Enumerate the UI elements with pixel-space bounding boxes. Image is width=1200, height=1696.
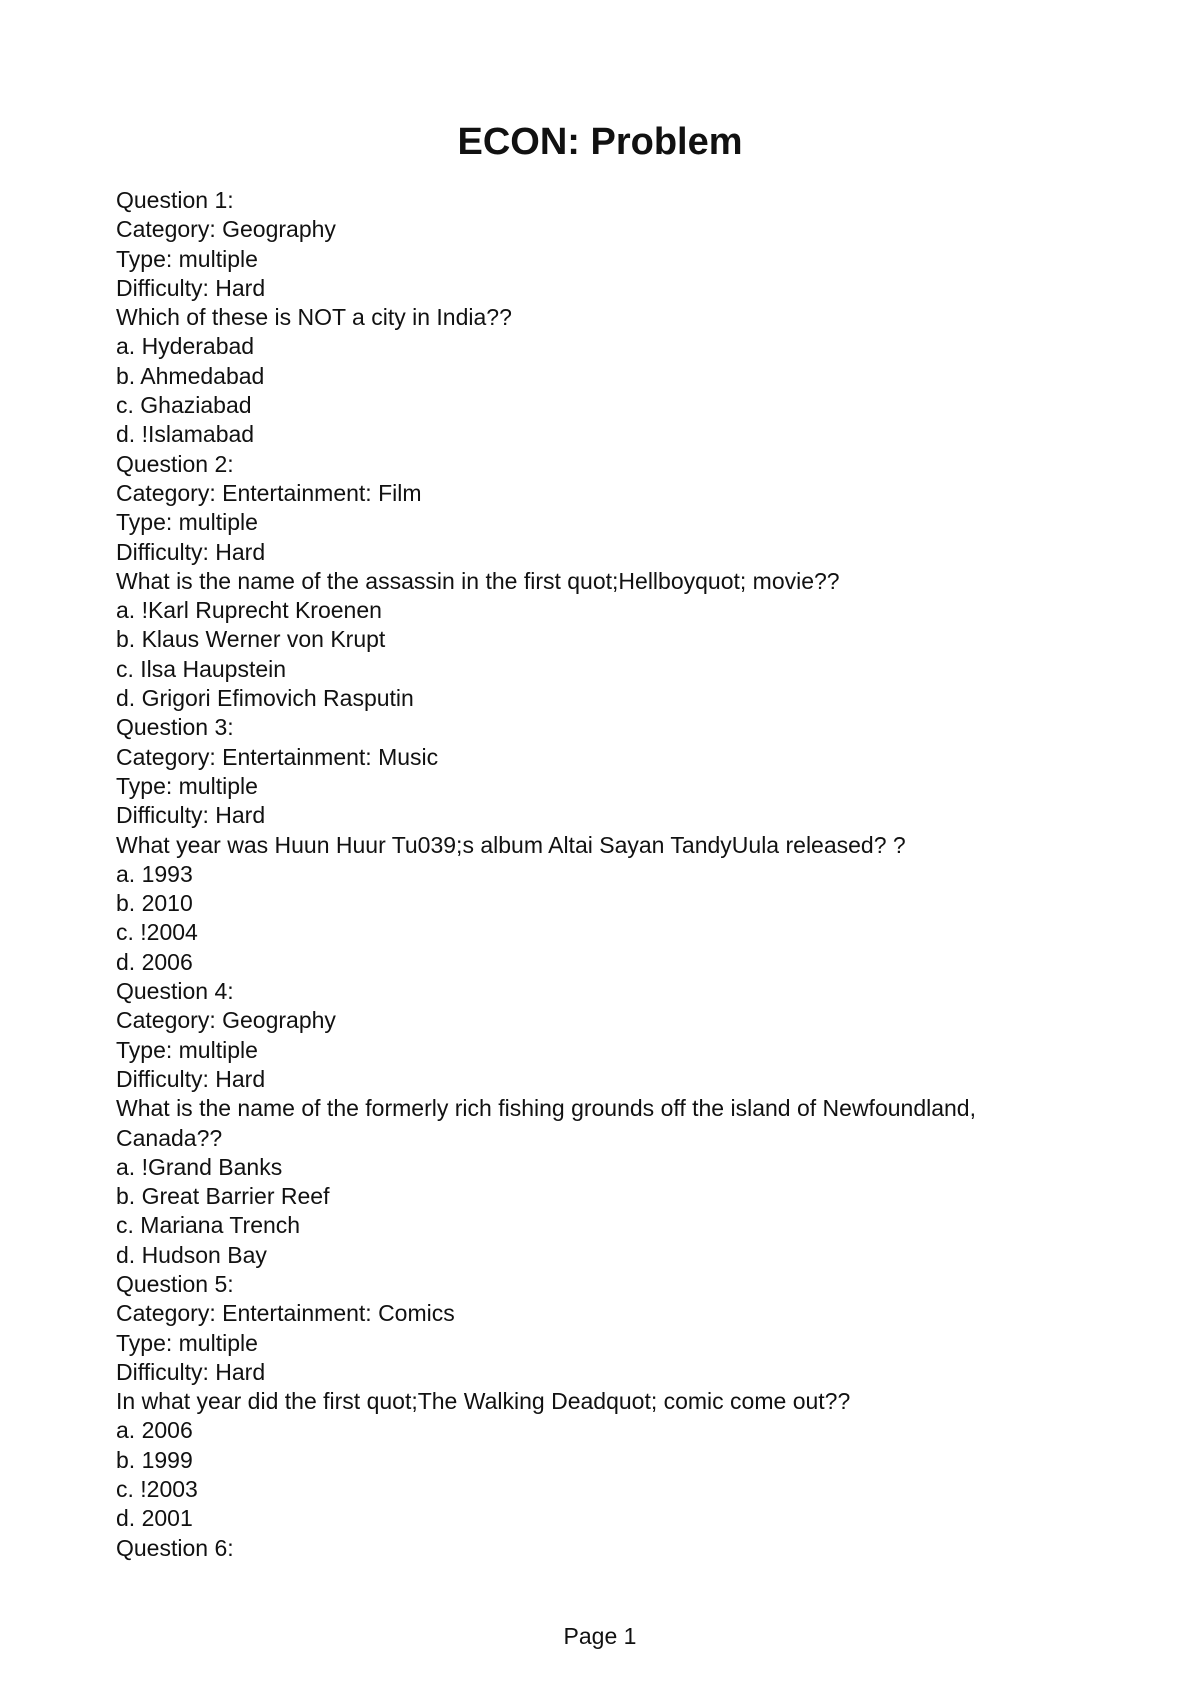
answer-option: b. Great Barrier Reef xyxy=(116,1183,330,1210)
question-heading: Question 5: xyxy=(116,1270,234,1297)
page-number: Page 1 xyxy=(563,1623,637,1649)
answer-option: b. Klaus Werner von Krupt xyxy=(116,626,386,653)
question-text: Which of these is NOT a city in India?? xyxy=(116,304,512,331)
answer-option: a. 2006 xyxy=(116,1417,193,1444)
question-type: Type: multiple xyxy=(116,1036,258,1063)
question-difficulty: Difficulty: Hard xyxy=(116,1065,266,1092)
question-difficulty: Difficulty: Hard xyxy=(116,538,266,565)
answer-option: c. !2003 xyxy=(116,1476,198,1503)
answer-option: d. 2001 xyxy=(116,1505,193,1532)
question-type: Type: multiple xyxy=(116,509,258,536)
question-category: Category: Entertainment: Comics xyxy=(116,1300,455,1327)
question-type: Type: multiple xyxy=(116,245,258,272)
answer-option: a. Hyderabad xyxy=(116,333,255,360)
question-block xyxy=(116,186,1076,450)
question-category: Category: Entertainment: Music xyxy=(116,743,439,770)
question-heading: Question 4: xyxy=(116,978,234,1005)
answer-option: d. !Islamabad xyxy=(116,421,255,448)
answer-option: a. !Grand Banks xyxy=(116,1153,283,1180)
question-heading: Question 6: xyxy=(116,1534,234,1561)
question-block xyxy=(116,1270,1076,1534)
answer-option: a. 1993 xyxy=(116,860,193,887)
answer-option: b. 1999 xyxy=(116,1446,193,1473)
answer-option: b. Ahmedabad xyxy=(116,362,265,389)
answer-option: d. Grigori Efimovich Rasputin xyxy=(116,685,414,712)
question-block xyxy=(116,977,1076,1270)
answer-option: c. Ilsa Haupstein xyxy=(116,655,287,682)
answer-option: d. 2006 xyxy=(116,948,193,975)
answer-option: c. Ghaziabad xyxy=(116,392,252,419)
question-block xyxy=(116,713,1076,977)
question-text: What is the name of the assassin in the first quot;Hellboyquot; movie?? xyxy=(116,567,840,594)
question-text: What year was Huun Huur Tu039;s album Altai Sayan TandyUula released? ? xyxy=(116,831,906,858)
question-text: What is the name of the formerly rich fishing grounds off the island of Newfoundland, Canada?? xyxy=(116,1095,976,1151)
question-type: Type: multiple xyxy=(116,1329,258,1356)
question-category: Category: Geography xyxy=(116,1007,336,1034)
question-difficulty: Difficulty: Hard xyxy=(116,274,266,301)
question-list xyxy=(116,186,1076,1563)
question-heading: Question 2: xyxy=(116,450,234,477)
question-block xyxy=(116,450,1076,714)
question-difficulty: Difficulty: Hard xyxy=(116,1358,266,1385)
question-heading: Question 3: xyxy=(116,714,234,741)
question-type: Type: multiple xyxy=(116,772,258,799)
question-category: Category: Geography xyxy=(116,216,336,243)
page-title: ECON: Problem xyxy=(457,121,743,163)
answer-option: a. !Karl Ruprecht Kroenen xyxy=(116,597,382,624)
question-category: Category: Entertainment: Film xyxy=(116,479,422,506)
question-text: In what year did the first quot;The Walking Deadquot; comic come out?? xyxy=(116,1388,851,1415)
question-heading: Question 1: xyxy=(116,187,234,213)
question-difficulty: Difficulty: Hard xyxy=(116,802,266,829)
answer-option: c. !2004 xyxy=(116,919,198,946)
answer-option: c. Mariana Trench xyxy=(116,1212,301,1239)
answer-option: b. 2010 xyxy=(116,890,193,917)
answer-option: d. Hudson Bay xyxy=(116,1241,267,1268)
